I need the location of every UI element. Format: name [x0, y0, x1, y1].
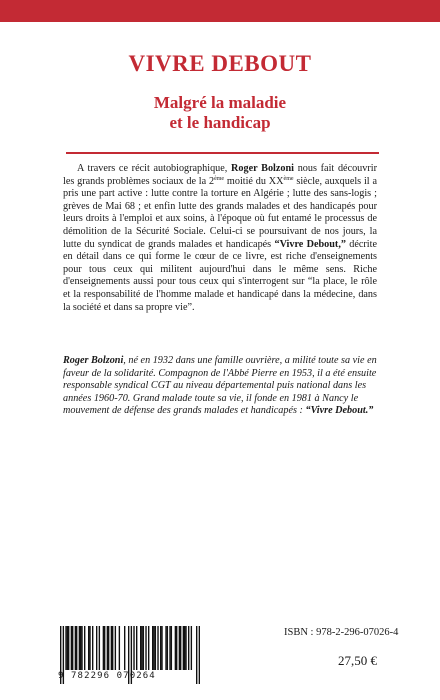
- barcode-digits: 9 782296 070264: [58, 671, 156, 681]
- summary-union-name: “Vivre Debout,”: [274, 238, 346, 250]
- barcode-bar: [72, 626, 73, 670]
- superscript: ème: [283, 175, 294, 182]
- barcode-bar: [141, 626, 142, 670]
- barcode-bar: [171, 626, 172, 670]
- author-bio: [63, 355, 377, 418]
- barcode-bar: [111, 626, 112, 670]
- book-title: VIVRE DEBOUT: [128, 51, 312, 76]
- barcode-bar: [99, 626, 100, 670]
- barcode-bar: [176, 626, 177, 670]
- barcode-bar: [175, 626, 176, 670]
- summary-author-name: Roger Bolzoni: [231, 163, 294, 174]
- barcode-bar: [188, 626, 189, 670]
- barcode-bar: [153, 626, 154, 670]
- bio-text: , né en 1932 dans une famille ouvrière, a milité toute sa vie en faveur de la solidarité. Compagnon de l'Abbé Pierre en 1953, il a été ensuite responsable syndical CGT au niveau départemental puis national dans les années 1960-70. Grand malade toute sa vie, il fonde en 1981 à Nancy le mouvement de défense des grands malades et handicapés :: [63, 355, 377, 417]
- barcode-bar: [115, 626, 116, 670]
- barcode-bar: [180, 626, 181, 670]
- barcode-bar: [108, 626, 109, 670]
- summary-text: décrite en détail dans ce qui forme le cœur de ce livre, est riche d'enseignements pour tous ceux qui militent aujourd'hui dans le même sens. Riche d'enseignements aussi pour tous ceux qui s'interrogent sur “la place, le rôle et la responsabilité de l'homme malade et handicapé dans la médecine, dans la société et dans sa propre vie”.: [63, 238, 377, 313]
- summary-text: moitié du XX: [224, 175, 284, 187]
- barcode-bar: [160, 626, 161, 670]
- barcode-bar: [67, 626, 68, 670]
- top-color-band: [0, 0, 440, 22]
- summary-paragraph: [63, 163, 377, 314]
- barcode-bar: [92, 626, 93, 670]
- barcode-bar: [165, 626, 166, 670]
- barcode-bar: [152, 626, 153, 670]
- barcode-bar: [119, 626, 120, 670]
- barcode-bar: [81, 626, 82, 670]
- barcode-bar: [88, 626, 89, 670]
- barcode-bar: [169, 626, 170, 670]
- barcode-bar: [112, 626, 113, 670]
- subtitle-line-1: Malgré la maladie: [153, 93, 287, 112]
- barcode-bar: [124, 626, 125, 670]
- barcode-bar: [71, 626, 72, 670]
- barcode-bar: [191, 626, 192, 670]
- barcode-bar: [133, 626, 134, 670]
- summary-text: nous fait découvrir les grands problèmes sociaux de la 2: [63, 163, 377, 187]
- barcode-bar: [65, 626, 66, 670]
- isbn-number: ISBN : 978-2-296-07026-4: [284, 627, 399, 638]
- barcode-bar: [140, 626, 141, 670]
- barcode-bar: [148, 626, 149, 670]
- barcode-bar: [104, 626, 105, 670]
- divider-rule: [66, 152, 379, 154]
- barcode-bar: [75, 626, 76, 670]
- summary-text: siècle, auxquels il a pris une part active : lutte contre la torture en Algérie ; lutte des sans-logis ; grèves de Mai 68 ; et enfin lutte des grands malades et des handicapés pour leurs droits à l'emploi et aux soins, à l'époque où fut entamé le processus de démolition de la Sécurité Sociale. Celui-ci se poursuivant de nos jours, la lutte du syndicat de grands malades et handicapés: [63, 175, 377, 250]
- barcode-bar: [145, 626, 146, 670]
- summary-text: A travers ce récit autobiographique,: [77, 163, 232, 174]
- barcode-bar: [143, 626, 144, 670]
- barcode-bar: [136, 626, 137, 670]
- barcode-bar: [183, 626, 184, 670]
- barcode-bar: [103, 626, 104, 670]
- price: 27,50 €: [338, 653, 377, 668]
- superscript: ème: [214, 175, 225, 182]
- bio-union-name: “Vivre Debout.”: [305, 405, 374, 417]
- barcode-bar: [79, 626, 80, 670]
- barcode-bar: [155, 626, 156, 670]
- barcode-bar: [167, 626, 168, 670]
- subtitle-line-2: et le handicap: [169, 113, 271, 132]
- barcode-bar: [80, 626, 81, 670]
- barcode-bar: [96, 626, 97, 670]
- barcode-bar: [185, 626, 186, 670]
- book-subtitle: [0, 93, 440, 133]
- barcode-bar: [161, 626, 162, 670]
- barcode-bar: [179, 626, 180, 670]
- barcode-bar: [89, 626, 90, 670]
- barcode-bar: [76, 626, 77, 670]
- barcode-bar: [68, 626, 69, 670]
- barcode-bar: [107, 626, 108, 670]
- barcode-bar: [84, 626, 85, 670]
- bio-author-name: Roger Bolzoni: [63, 355, 124, 366]
- barcode-bar: [157, 626, 158, 670]
- barcode-bar: [184, 626, 185, 670]
